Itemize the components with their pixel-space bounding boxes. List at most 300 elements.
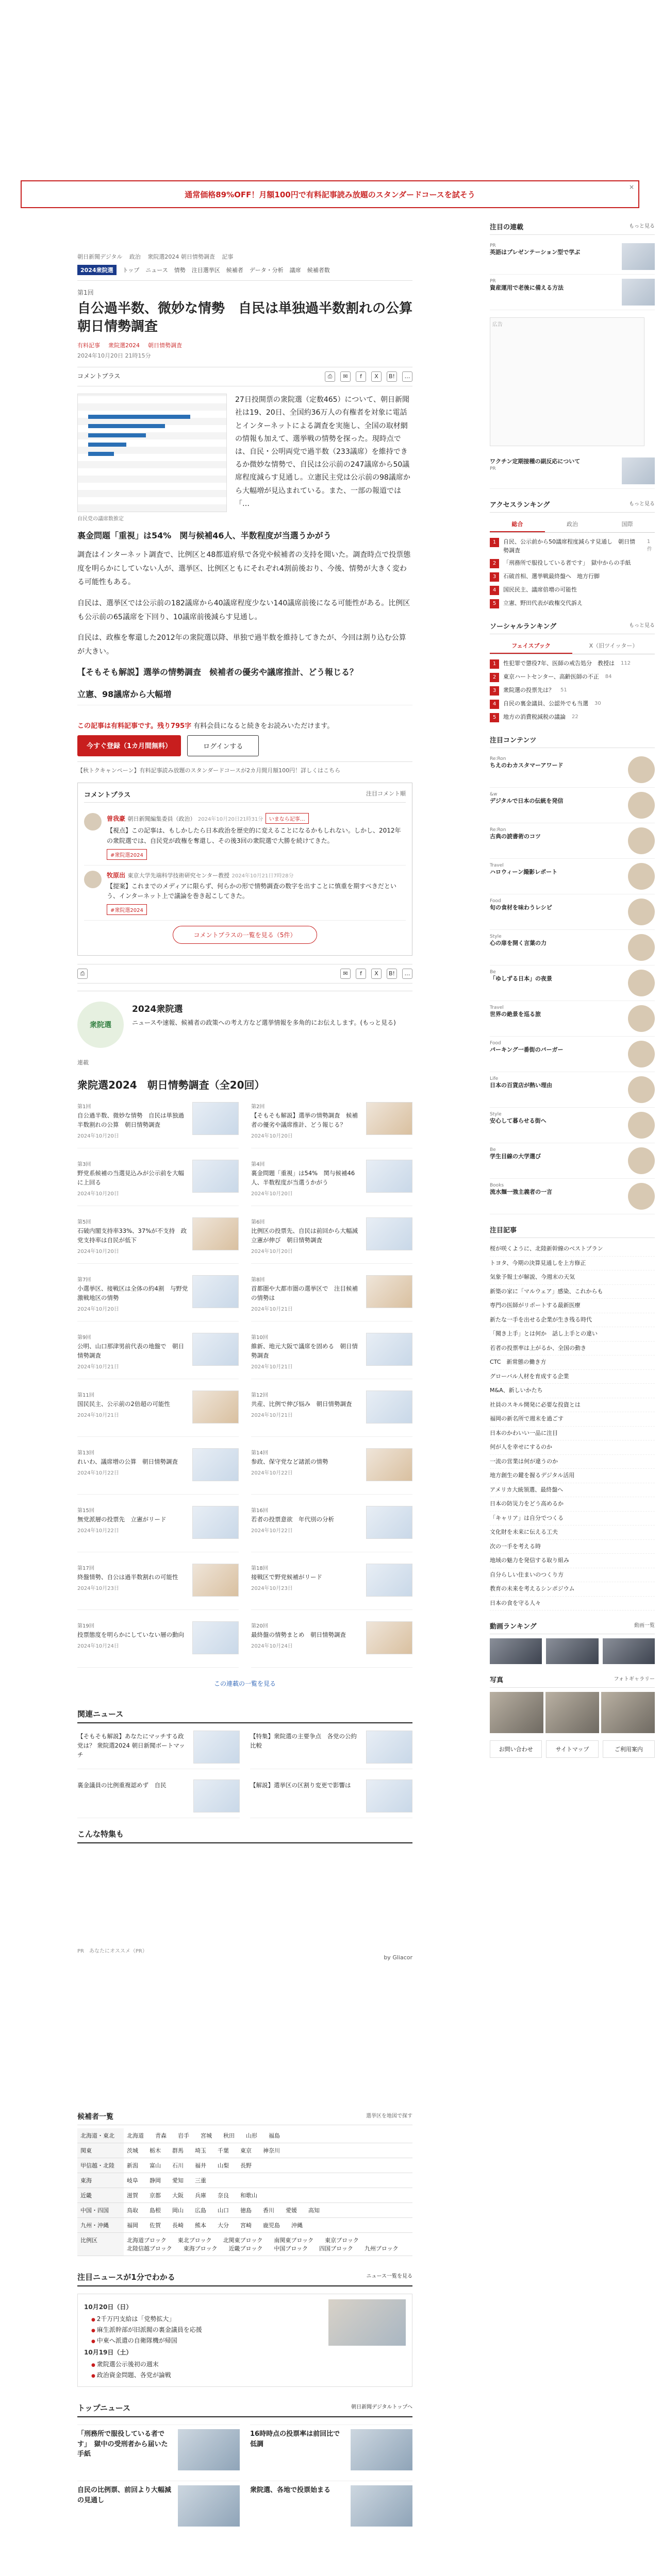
series-item-headline[interactable]: 最終盤の情勢まとめ 朝日情勢調査 bbox=[251, 1631, 346, 1639]
x-icon[interactable]: X bbox=[371, 969, 382, 979]
series-item[interactable] bbox=[251, 1564, 412, 1610]
select-item[interactable]: 何が人を幸せにするのか bbox=[490, 1440, 655, 1455]
select-item[interactable]: 「聞き上手」とは何か 話し上手との違い bbox=[490, 1327, 655, 1342]
bookmark-icon[interactable]: B! bbox=[387, 969, 397, 979]
series-item-text bbox=[251, 1102, 362, 1143]
recommend-kicker: PR bbox=[490, 279, 496, 284]
area-pref-link[interactable]: 宮城 bbox=[201, 2132, 212, 2140]
candidate-list-header bbox=[77, 2111, 412, 2125]
area-pref-link[interactable]: 北海道ブロック bbox=[127, 2237, 167, 2244]
content-item[interactable] bbox=[490, 859, 655, 894]
social-more[interactable]: もっと見る bbox=[629, 623, 655, 629]
ranking-more[interactable]: もっと見る bbox=[629, 501, 655, 507]
series-item[interactable] bbox=[251, 1448, 412, 1495]
series-item-date: 2024年10月22日 bbox=[77, 1528, 119, 1534]
area-pref-link[interactable]: 岩手 bbox=[178, 2132, 189, 2140]
series-item[interactable] bbox=[251, 1160, 412, 1206]
series-item-headline[interactable]: 小選挙区、接戦区は全体の約4割 与野党激戦地区の情勢 bbox=[77, 1285, 188, 1301]
social-headline[interactable]: 衆院選の投票先は？ bbox=[503, 687, 554, 693]
more-icon[interactable]: … bbox=[402, 371, 412, 382]
photo-title: 写真 bbox=[490, 1676, 504, 1684]
recommend-more[interactable]: もっと見る bbox=[629, 224, 655, 229]
content-item[interactable] bbox=[490, 930, 655, 965]
candidate-list-title: 候補者一覧 bbox=[77, 2113, 113, 2122]
topnews-headline[interactable]: 「刑務所で服役している者です」 獄中の受刑者から届いた手紙 bbox=[77, 2430, 168, 2459]
series-item-date: 2024年10月21日 bbox=[77, 1412, 119, 1418]
video-title: 動画ランキング bbox=[490, 1623, 537, 1631]
comment-tag[interactable]: #衆院選2024 bbox=[107, 904, 147, 915]
topnews-item[interactable] bbox=[250, 2481, 412, 2527]
series-item[interactable] bbox=[251, 1333, 412, 1379]
ranking-item[interactable] bbox=[490, 536, 655, 557]
x-icon[interactable]: X bbox=[371, 371, 382, 382]
subnav-item[interactable]: 議席 bbox=[289, 267, 301, 274]
promo-banner[interactable] bbox=[21, 180, 639, 208]
content-headline: パーキング一番街のバーガー bbox=[490, 1046, 564, 1053]
print-icon[interactable]: ⎙ bbox=[77, 969, 88, 979]
select-item[interactable]: 福岡の新名所で週末を過ごす bbox=[490, 1412, 655, 1427]
content-item[interactable] bbox=[490, 1108, 655, 1143]
area-pref-link[interactable]: 広島 bbox=[195, 2207, 206, 2214]
series-item-headline[interactable]: 石破内閣支持率33%、37%が不支持 政党支持率は自民が低下 bbox=[77, 1227, 187, 1244]
photo-thumb[interactable] bbox=[601, 1692, 655, 1733]
series-item-headline[interactable]: 比例区の投票先、自民は前回から大幅減 立憲が伸び 朝日情勢調査 bbox=[251, 1227, 364, 1244]
series-item[interactable] bbox=[77, 1160, 239, 1206]
area-pref-link[interactable]: 福島 bbox=[269, 2132, 280, 2140]
series-item-date: 2024年10月24日 bbox=[251, 1643, 293, 1649]
area-pref-link[interactable]: 大分 bbox=[218, 2222, 229, 2229]
series-item[interactable] bbox=[77, 1564, 239, 1610]
topnews-item[interactable] bbox=[250, 2425, 412, 2470]
social-headline[interactable]: 地方の消費税減税の議論 bbox=[503, 714, 566, 720]
area-pref-link[interactable]: 石川 bbox=[172, 2162, 184, 2170]
subnav-item[interactable]: 候補者 bbox=[226, 267, 243, 274]
login-button[interactable]: ログインする bbox=[187, 735, 259, 756]
photo-more[interactable]: フォトギャラリー bbox=[614, 1676, 655, 1682]
video-thumb[interactable] bbox=[603, 1638, 655, 1664]
avatar[interactable] bbox=[84, 813, 102, 831]
subnav-item[interactable]: 注目選挙区 bbox=[191, 267, 220, 274]
video-thumb[interactable] bbox=[490, 1638, 542, 1664]
select-item[interactable]: 次の一手を考える時 bbox=[490, 1540, 655, 1554]
mail-icon[interactable]: ✉ bbox=[340, 969, 351, 979]
series-item-headline[interactable]: 終盤情勢、自公は過半数割れの可能性 bbox=[77, 1573, 178, 1581]
area-pref-link[interactable]: 福岡 bbox=[127, 2222, 138, 2229]
commenter-name[interactable]: 曽我豪 bbox=[107, 815, 126, 823]
recommend-kicker: PR bbox=[490, 243, 496, 248]
ad-area bbox=[77, 1946, 412, 2070]
area-pref-link[interactable]: 神奈川 bbox=[263, 2147, 280, 2155]
series-item-kicker: 第3回 bbox=[77, 1162, 91, 1168]
ranking-item[interactable] bbox=[490, 597, 655, 611]
campaign-note[interactable]: 【秋トクキャンペーン】有料記事読み放題のスタンダードコースが2カ月間月額100円！詳しくはこちら bbox=[77, 761, 412, 774]
social-headline[interactable]: 自民の裏金議員、公認外でも当選 bbox=[503, 700, 588, 707]
ranking-headline[interactable]: 「刑務所で服役している者です」 獄中からの手紙 bbox=[503, 560, 631, 566]
tab-international[interactable]: 国際 bbox=[621, 521, 633, 528]
area-pref-link[interactable]: 東北ブロック bbox=[177, 2237, 212, 2244]
area-pref-link[interactable]: 近畿ブロック bbox=[228, 2245, 263, 2252]
social-item[interactable] bbox=[490, 684, 655, 698]
series-item-headline[interactable]: 自公過半数、微妙な情勢 自民は単独過半数割れの公算 朝日情勢調査 bbox=[77, 1112, 184, 1128]
breadcrumb-item[interactable]: 政治 bbox=[129, 253, 141, 260]
subnav-item[interactable]: トップ bbox=[122, 267, 140, 274]
area-pref-link[interactable]: 千葉 bbox=[218, 2147, 229, 2155]
content-thumb bbox=[628, 792, 655, 819]
tab-politics[interactable]: 政治 bbox=[567, 521, 578, 528]
area-pref-link[interactable]: 山口 bbox=[218, 2207, 229, 2214]
social-item[interactable] bbox=[490, 657, 655, 671]
area-pref-link[interactable]: 高知 bbox=[308, 2207, 320, 2214]
footer-link[interactable]: サイトマップ bbox=[546, 1740, 598, 1758]
area-pref-link[interactable]: 三重 bbox=[195, 2177, 206, 2184]
series-item-kicker: 第2回 bbox=[251, 1104, 265, 1110]
area-pref-link[interactable]: 埼玉 bbox=[195, 2147, 206, 2155]
avatar[interactable] bbox=[84, 871, 102, 888]
select-item[interactable]: 地方創生の鍵を握るデジタル活用 bbox=[490, 1469, 655, 1483]
tag-link[interactable]: 衆院選2024 bbox=[108, 342, 140, 349]
recommend-item[interactable] bbox=[490, 239, 655, 275]
comment-text: 【提案】これまでのメディアに限らず、何らかの形で情勢調査の数字を出すことに慎重を期すべきだという、インターネット上で議論を巻き起こしてきた。 bbox=[107, 882, 396, 900]
content-thumb bbox=[628, 1041, 655, 1067]
area-pref-link[interactable]: 北関東ブロック bbox=[223, 2237, 263, 2244]
related-headline[interactable]: 【特集】衆院選の主要争点 各党の公約比較 bbox=[250, 1733, 357, 1749]
ranking-rank: 5 bbox=[490, 599, 499, 608]
subnav-item[interactable]: データ・分析 bbox=[249, 267, 284, 274]
social-title: ソーシャルランキング bbox=[490, 623, 557, 631]
lead-figure bbox=[77, 394, 227, 522]
select-item[interactable]: 一流の営業は何が違うのか bbox=[490, 1455, 655, 1469]
series-item-kicker: 第6回 bbox=[251, 1219, 265, 1226]
related-headline[interactable]: 【そもそも解説】あなたにマッチする政党は？ 衆院選2024 朝日新聞ボートマッチ bbox=[77, 1733, 185, 1758]
recommend-item[interactable] bbox=[490, 275, 655, 310]
area-pref-link[interactable]: 沖縄 bbox=[291, 2222, 303, 2229]
paywall-fade bbox=[77, 705, 412, 715]
series-item-text bbox=[77, 1160, 188, 1200]
content-item[interactable] bbox=[490, 894, 655, 930]
print-icon[interactable]: ⎙ bbox=[325, 371, 335, 382]
area-pref-link[interactable]: 東京ブロック bbox=[325, 2237, 359, 2244]
footer-link[interactable]: お問い合わせ bbox=[490, 1740, 542, 1758]
comment-item bbox=[84, 866, 406, 921]
series-item-headline[interactable]: 公明、山口那津男前代表の地盤で 朝日情勢調査 bbox=[77, 1343, 184, 1359]
ranking-headline[interactable]: 立憲、野田代表が政権交代訴え bbox=[503, 600, 583, 606]
content-kicker: Travel bbox=[490, 1005, 504, 1010]
social-headline[interactable]: 性犯罪で懲役7年、医師の戒告処分 教授は bbox=[503, 660, 615, 667]
footer-link[interactable]: ご利用案内 bbox=[603, 1740, 655, 1758]
series-item-thumb bbox=[366, 1333, 412, 1366]
series-item[interactable] bbox=[251, 1621, 412, 1668]
topnews-headline[interactable]: 16時時点の投票率は前回比で低調 bbox=[250, 2430, 340, 2448]
series-item[interactable] bbox=[77, 1506, 239, 1552]
series-item[interactable] bbox=[251, 1391, 412, 1437]
subnav-item[interactable]: 候補者数 bbox=[307, 267, 330, 274]
select-item[interactable]: 教育の未来を考えるシンポジウム bbox=[490, 1582, 655, 1597]
photo-thumb[interactable] bbox=[490, 1692, 543, 1733]
select-item[interactable]: 社員のスキル開発に必要な投資とは bbox=[490, 1398, 655, 1413]
topnews-headline[interactable]: 自民の比例票、前回より大幅減の見通し bbox=[77, 2486, 172, 2504]
series-item-headline[interactable]: 維新、地元大阪で議席を固める 朝日情勢調査 bbox=[251, 1343, 358, 1359]
series-item-headline[interactable]: れいわ、議席増の公算 朝日情勢調査 bbox=[77, 1458, 178, 1466]
select-item[interactable]: 新たな一手を出せる企業が生き残る時代 bbox=[490, 1313, 655, 1328]
area-pref-link[interactable]: 四国ブロック bbox=[319, 2245, 353, 2252]
breadcrumb-item[interactable]: 朝日新聞デジタル bbox=[77, 253, 123, 260]
area-pref-link[interactable]: 群馬 bbox=[172, 2147, 184, 2155]
area-pref-link[interactable]: 茨城 bbox=[127, 2147, 138, 2155]
series-item-headline[interactable]: 無党派層の投票先 立憲がリード bbox=[77, 1516, 167, 1523]
series-title: 衆院選2024 朝日情勢調査（全20回） bbox=[77, 1079, 265, 1092]
area-pref-link[interactable]: 福井 bbox=[195, 2162, 206, 2170]
area-pref-link[interactable]: 山梨 bbox=[218, 2162, 229, 2170]
content-item[interactable] bbox=[490, 1072, 655, 1108]
series-item[interactable] bbox=[77, 1621, 239, 1668]
area-pref-link[interactable]: 愛知 bbox=[172, 2177, 184, 2184]
area-pref-link[interactable]: 静岡 bbox=[150, 2177, 161, 2184]
select-item[interactable]: グローバル人材を育成する企業 bbox=[490, 1370, 655, 1384]
select-item[interactable]: CTC 新常態の働き方 bbox=[490, 1355, 655, 1370]
area-pref-link[interactable]: 鹿児島 bbox=[263, 2222, 280, 2229]
area-pref-link[interactable]: 熊本 bbox=[195, 2222, 206, 2229]
related-item[interactable] bbox=[77, 1731, 240, 1769]
select-item[interactable]: 日本のかわいい一品に注目 bbox=[490, 1427, 655, 1441]
area-pref-link[interactable]: 富山 bbox=[150, 2162, 161, 2170]
series-item-headline[interactable]: 首都圏や大都市圏の選挙区で 注目候補の情勢は bbox=[251, 1285, 358, 1301]
area-pref-link[interactable]: 宮崎 bbox=[240, 2222, 252, 2229]
area-pref-link[interactable]: 北陸信越ブロック bbox=[127, 2245, 172, 2252]
related-item[interactable] bbox=[250, 1780, 412, 1818]
area-pref-link[interactable]: 滋賀 bbox=[127, 2192, 138, 2199]
series-item-text bbox=[77, 1275, 188, 1316]
series-item[interactable] bbox=[251, 1102, 412, 1148]
area-pref-link[interactable]: 新潟 bbox=[127, 2162, 138, 2170]
subnav-item[interactable]: 情勢 bbox=[174, 267, 186, 274]
series-item[interactable] bbox=[77, 1275, 239, 1321]
series-item[interactable] bbox=[77, 1102, 239, 1148]
series-item-kicker: 第8回 bbox=[251, 1277, 265, 1283]
select-item[interactable]: アメリカ大統領選、最終盤へ bbox=[490, 1483, 655, 1498]
series-item-headline[interactable]: 国民民主、公示前の2倍超の可能性 bbox=[77, 1400, 170, 1408]
area-pref-link[interactable]: 島根 bbox=[150, 2207, 161, 2214]
timeline-item[interactable]: ● 麻生派幹部が旧派閥の裏金議員を応援 bbox=[91, 2325, 406, 2334]
area-pref-link[interactable]: 和歌山 bbox=[240, 2192, 257, 2199]
tab-x[interactable]: X（旧ツイッター） bbox=[589, 642, 638, 649]
ranking-headline[interactable]: 石破首相、選挙戦最終盤へ 地方行脚 bbox=[503, 573, 600, 580]
series-item-headline[interactable]: 【そもそも解説】選挙の情勢調査 候補者の優劣や議席推計、どう報じる？ bbox=[251, 1112, 358, 1128]
area-pref-link[interactable]: 北海道 bbox=[127, 2132, 144, 2140]
topnews-item[interactable] bbox=[77, 2481, 240, 2527]
ranking-headline[interactable]: 自民、公示前から50議席程度減らす見通し 朝日情勢調査 bbox=[503, 538, 635, 554]
area-pref-link[interactable]: 岐阜 bbox=[127, 2177, 138, 2184]
series-item-headline[interactable]: 接戦区で野党候補がリード bbox=[251, 1573, 322, 1581]
recommend-text bbox=[490, 279, 617, 306]
trial-button[interactable]: 今すぐ登録（1カ月間無料） bbox=[77, 735, 181, 756]
area-pref-link[interactable]: 青森 bbox=[155, 2132, 167, 2140]
select-item[interactable]: 若者の投票率は上がるか、全国の動き bbox=[490, 1342, 655, 1356]
series-item-date: 2024年10月21日 bbox=[251, 1306, 293, 1312]
commenter-name[interactable]: 牧原出 bbox=[107, 871, 126, 879]
share-icons bbox=[325, 371, 412, 382]
content-item[interactable] bbox=[490, 823, 655, 859]
election-promo[interactable] bbox=[77, 991, 412, 1058]
inline-heading[interactable]: 裏金問題「重視」は54% 関与候補46人、半数程度が当選うかがう bbox=[77, 531, 332, 541]
ranking-item[interactable] bbox=[490, 584, 655, 597]
photo-thumbs bbox=[490, 1692, 655, 1733]
timeline-item[interactable]: ● 2千万円支給は「党勢拡大」 bbox=[91, 2314, 406, 2323]
area-prefs bbox=[124, 2188, 260, 2202]
area-pref-link[interactable]: 東海ブロック bbox=[183, 2245, 218, 2252]
pr-by[interactable]: by Gliacor bbox=[384, 1954, 412, 1961]
series-item[interactable] bbox=[251, 1506, 412, 1552]
video-thumb[interactable] bbox=[546, 1638, 598, 1664]
area-pref-link[interactable]: 奈良 bbox=[218, 2192, 229, 2199]
recommend-list bbox=[490, 239, 655, 310]
timeline-item[interactable]: ● 中東へ派遣の自衛隊機が帰国 bbox=[91, 2336, 406, 2345]
area-pref-link[interactable]: 長崎 bbox=[172, 2222, 184, 2229]
area-pref-link[interactable]: 山形 bbox=[246, 2132, 257, 2140]
series-item-thumb bbox=[192, 1564, 239, 1597]
select-item[interactable]: 文化財を未来に伝える工夫 bbox=[490, 1526, 655, 1540]
article-lead bbox=[77, 394, 412, 522]
area-pref-link[interactable]: 佐賀 bbox=[150, 2222, 161, 2229]
select-item[interactable]: 桜が咲くように、北陸新幹線のベストプラン bbox=[490, 1242, 655, 1257]
select-item[interactable]: トヨタ、今期の決算見通しを上方修正 bbox=[490, 1257, 655, 1271]
election-logo[interactable]: 2024衆院選 bbox=[77, 265, 117, 275]
related-item[interactable] bbox=[250, 1731, 412, 1769]
select-item[interactable]: 自分らしい住まいのつくり方 bbox=[490, 1568, 655, 1583]
select-item[interactable]: M&A、新しいかたち bbox=[490, 1384, 655, 1398]
ranking-headline[interactable]: 国民民主、議席倍増の可能性 bbox=[503, 586, 577, 593]
area-pref-link[interactable]: 東京 bbox=[240, 2147, 252, 2155]
content-item[interactable] bbox=[490, 788, 655, 823]
map-link[interactable]: 選挙区を地図で探す bbox=[366, 2113, 412, 2120]
select-list bbox=[490, 1242, 655, 1611]
area-pref-link[interactable]: 愛媛 bbox=[286, 2207, 297, 2214]
area-pref-link[interactable]: 兵庫 bbox=[195, 2192, 206, 2199]
series-item[interactable] bbox=[251, 1217, 412, 1264]
area-pref-link[interactable]: 岡山 bbox=[172, 2207, 184, 2214]
series-kicker: 連載 bbox=[77, 1059, 89, 1066]
mail-icon[interactable]: ✉ bbox=[340, 371, 351, 382]
timeline-item[interactable]: ● 衆院選公示後初の週末 bbox=[91, 2360, 406, 2368]
series-item-headline[interactable]: 野党系候補の当選見込みが公示前を大幅に上回る bbox=[77, 1170, 184, 1186]
series-item-headline[interactable]: 裏金問題「重視」は54% 関与候補46人、半数程度が当選うかがう bbox=[251, 1170, 355, 1186]
area-pref-link[interactable]: 中国ブロック bbox=[274, 2245, 308, 2252]
related-headline[interactable]: 【解説】選挙区の区割り変更で影響は bbox=[250, 1782, 351, 1789]
series-item[interactable] bbox=[251, 1275, 412, 1321]
select-item[interactable]: 「キャリア」は自分でつくる bbox=[490, 1512, 655, 1526]
select-item[interactable]: 日本の食を守る人々 bbox=[490, 1597, 655, 1611]
ranking-item[interactable] bbox=[490, 557, 655, 570]
breadcrumb-item[interactable]: 衆院選2024 朝日情勢調査 bbox=[147, 253, 215, 260]
content-thumb bbox=[628, 1076, 655, 1103]
topnews-more[interactable]: 朝日新聞デジタルトップへ bbox=[351, 2404, 412, 2411]
social-count: 51 bbox=[560, 687, 567, 693]
area-pref-link[interactable]: 長野 bbox=[240, 2162, 252, 2170]
series-item-date: 2024年10月20日 bbox=[251, 1191, 293, 1197]
comment-more-button[interactable]: コメントプラスの一覧を見る（5件） bbox=[173, 926, 317, 944]
series-item-headline[interactable]: 投票態度を明らかにしていない層の動向 bbox=[77, 1631, 184, 1639]
area-pref-link[interactable]: 秋田 bbox=[223, 2132, 235, 2140]
select-item[interactable]: 日本の防災力をどう高めるか bbox=[490, 1497, 655, 1512]
tab-facebook[interactable]: フェイスブック bbox=[490, 638, 572, 654]
subnav-item[interactable]: ニュース bbox=[145, 267, 168, 274]
facebook-icon[interactable]: f bbox=[356, 969, 366, 979]
series-item[interactable] bbox=[77, 1217, 239, 1264]
content-item[interactable] bbox=[490, 1001, 655, 1037]
tab-overall[interactable]: 総合 bbox=[490, 517, 545, 532]
topnews-headline[interactable]: 衆院選、各地で投票始まる bbox=[250, 2486, 331, 2495]
related-headline[interactable]: 裏金議員の比例重複認めず 自民 bbox=[77, 1782, 167, 1789]
bookmark-icon[interactable]: B! bbox=[387, 371, 397, 382]
inline-related-link[interactable]: 【そもそも解説】選挙の情勢調査 候補者の優劣や議席推計、どう報じる？ bbox=[77, 667, 358, 677]
series-item[interactable] bbox=[77, 1333, 239, 1379]
article-title: 自公過半数、微妙な情勢 自民は単独過半数割れの公算 朝日情勢調査 bbox=[77, 301, 426, 335]
area-pref-link[interactable]: 南関東ブロック bbox=[274, 2237, 314, 2244]
select-item[interactable]: 気象予報士が解説、今週末の天気 bbox=[490, 1270, 655, 1285]
social-item[interactable] bbox=[490, 671, 655, 684]
area-pref-link[interactable]: 鳥取 bbox=[127, 2207, 138, 2214]
related-item[interactable] bbox=[77, 1780, 240, 1818]
series-item-headline[interactable]: 若者の投票意欲 年代別の分析 bbox=[251, 1516, 334, 1523]
share-icons bbox=[340, 969, 412, 979]
ad-slot[interactable] bbox=[490, 317, 644, 446]
timeline-item[interactable]: ● 政治資金問題、各党が論戦 bbox=[91, 2370, 406, 2379]
series-item-text bbox=[251, 1217, 362, 1258]
content-item[interactable] bbox=[490, 1179, 655, 1214]
lead-image[interactable] bbox=[77, 394, 227, 512]
series-item-date: 2024年10月20日 bbox=[77, 1133, 119, 1139]
ranking-list bbox=[490, 536, 655, 611]
area-pref-link[interactable]: 九州ブロック bbox=[364, 2245, 399, 2252]
social-item[interactable] bbox=[490, 711, 655, 724]
series-item[interactable] bbox=[77, 1448, 239, 1495]
series-item-headline[interactable]: 共産、比例で伸び悩み 朝日情勢調査 bbox=[251, 1400, 352, 1408]
comment-tag[interactable]: #衆院選2024 bbox=[107, 849, 147, 860]
social-item[interactable] bbox=[490, 698, 655, 711]
facebook-icon[interactable]: f bbox=[356, 371, 366, 382]
social-headline[interactable]: 東京ハートセンター、高齢医師の不正 bbox=[503, 673, 599, 680]
area-pref-link[interactable]: 大阪 bbox=[172, 2192, 184, 2199]
select-item[interactable]: 新築の家に「マルウェア」感染、これからも bbox=[490, 1285, 655, 1299]
series-all-link[interactable]: この連載の一覧を見る bbox=[213, 1680, 276, 1688]
ranking-item[interactable] bbox=[490, 570, 655, 584]
tag-link[interactable]: 朝日情勢調査 bbox=[148, 342, 182, 349]
select-item[interactable]: 専門の医師がリポートする最新医療 bbox=[490, 1299, 655, 1313]
series-item[interactable] bbox=[77, 1391, 239, 1437]
feature-item[interactable] bbox=[490, 453, 655, 489]
more-icon[interactable]: … bbox=[402, 969, 412, 979]
comment-plus-label[interactable]: コメントプラス bbox=[77, 372, 121, 380]
timeline-more[interactable]: ニュース一覧を見る bbox=[366, 2274, 412, 2280]
content-item[interactable] bbox=[490, 1143, 655, 1179]
comment-sort[interactable]: 注目コメント順 bbox=[366, 790, 406, 798]
social-count: 30 bbox=[594, 701, 601, 706]
area-pref-link[interactable]: 京都 bbox=[150, 2192, 161, 2199]
select-item[interactable]: 地域の魅力を発信する取り組み bbox=[490, 1554, 655, 1568]
series-item-thumb bbox=[192, 1391, 239, 1423]
topnews-item[interactable] bbox=[77, 2425, 240, 2470]
area-pref-link[interactable]: 香川 bbox=[263, 2207, 274, 2214]
area-pref-link[interactable]: 徳島 bbox=[240, 2207, 252, 2214]
content-item[interactable] bbox=[490, 752, 655, 788]
content-item[interactable] bbox=[490, 1037, 655, 1072]
photo-thumb[interactable] bbox=[545, 1692, 599, 1733]
video-more[interactable]: 動画一覧 bbox=[634, 1623, 655, 1629]
content-item[interactable] bbox=[490, 965, 655, 1001]
series-item-headline[interactable]: 参政、保守党など諸派の情勢 bbox=[251, 1458, 328, 1466]
related-item-text bbox=[250, 1780, 362, 1812]
area-pref-link[interactable]: 栃木 bbox=[150, 2147, 161, 2155]
close-icon[interactable]: × bbox=[628, 183, 634, 191]
